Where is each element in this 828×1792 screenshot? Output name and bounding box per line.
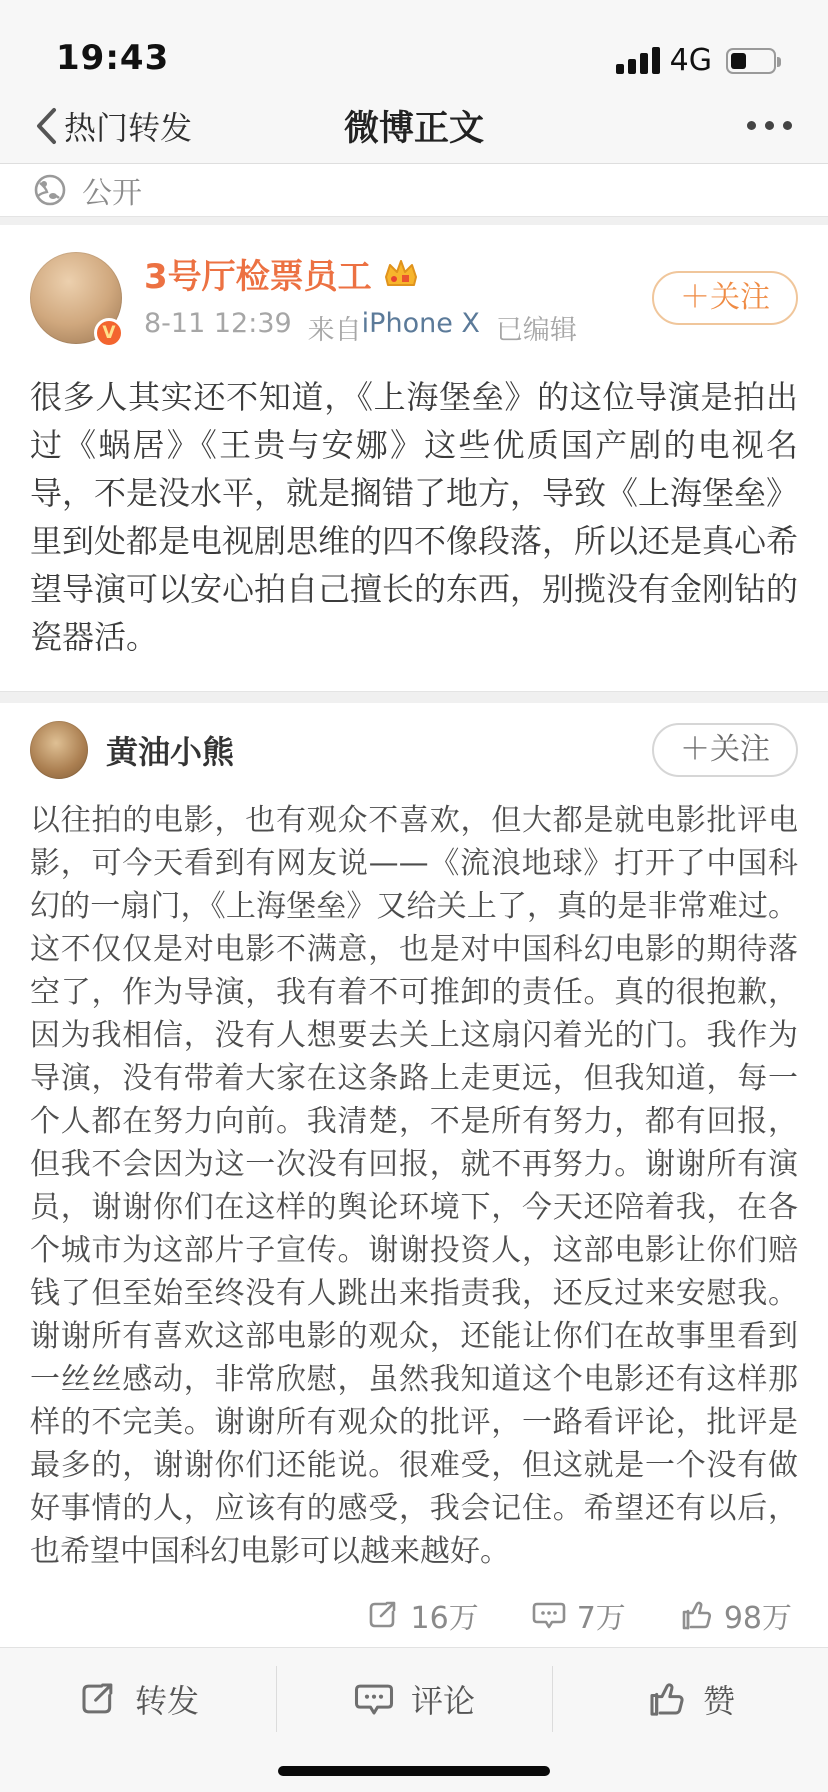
quoted-post-card (0, 703, 828, 1647)
comment-icon (531, 1597, 567, 1633)
back-button[interactable] (34, 103, 192, 149)
quote-divider (0, 691, 828, 703)
follow-quoted-author-button[interactable]: ＋关注 (652, 723, 798, 777)
quoted-author-name[interactable]: 黄油小熊 (106, 733, 235, 771)
clock: 19:43 (56, 38, 170, 78)
repost-count[interactable] (365, 1593, 479, 1637)
like-button[interactable] (552, 1648, 828, 1750)
nav-bar (0, 88, 828, 164)
like-count-label: 98万 (723, 1601, 792, 1636)
visibility-row[interactable] (0, 164, 828, 216)
like-count[interactable] (678, 1593, 792, 1637)
action-bar (0, 1648, 828, 1750)
signal-strength-icon (616, 47, 660, 74)
comment-button[interactable] (276, 1648, 552, 1750)
comment-button-label: 评论 (410, 1682, 475, 1720)
battery-icon (726, 48, 776, 74)
post-card (0, 225, 828, 691)
author-avatar[interactable] (30, 252, 122, 344)
quoted-post-header (30, 703, 798, 785)
author-name[interactable]: 3号厅检票员工 (144, 257, 372, 297)
comment-icon (353, 1678, 395, 1720)
more-options-button[interactable] (745, 111, 794, 140)
home-indicator[interactable] (278, 1766, 550, 1776)
quoted-author-avatar[interactable] (30, 721, 88, 779)
thumbs-up-icon (678, 1597, 714, 1633)
section-divider (0, 216, 828, 225)
comment-count[interactable] (531, 1593, 626, 1637)
thumbs-up-icon (645, 1678, 687, 1720)
post-text: 很多人其实还不知道，《上海堡垒》的这位导演是拍出过《蜗居》《王贵与安娜》这些优质国产剧的电视名导，不是没水平，就是搁错了地方，导致《上海堡垒》里到处都是电视剧思维的四不像段落，所以还是真心希望导演可以安心拍自己擅长的东西，别揽没有金刚钻的瓷器活。 (30, 378, 799, 656)
vip-crown-icon (382, 257, 420, 291)
follow-author-button[interactable]: ＋关注 (652, 271, 798, 325)
verified-badge-icon: V (94, 318, 124, 348)
source-prefix: 来自 (307, 315, 362, 346)
quoted-post-text: 以往拍的电影，也有观众不喜欢，但大都是就电影批评电影，可今天看到有网友说——《流浪地球》打开了中国科幻的一扇门，《上海堡垒》又给关上了，真的是非常难过。这不仅仅是对电影不满意，也是对中国科幻电影的期待落空了，作为导演，我有着不可推卸的责任。真的很抱歉，因为我相信，没有人想要去关上这扇闪着光的门。我作为导演，没有带着大家在这条路上走更远，但我知道，每一个人都在努力向前。我清楚，不是所有努力，都有回报，但我不会因为这一次没有回报，就不再努力。谢谢所有演员，谢谢你们在这样的舆论环境下，今天还陪着我，在各个城市为这部片子宣传。谢谢投资人，这部电影让你们赔钱了但至始至终没有人跳出来指责我，还反过来安慰我。谢谢所有喜欢这部电影的观众，还能让你们在故事里看到一丝丝感动，非常欣慰，虽然我知道这个电影还有这样那样的不完美。谢谢所有观众的批评，一路看评论，批评是最多的，谢谢你们还能说。很难受，但这就是一个没有做好事情的人，应该有的感受，我会记住。希望还有以后，也希望中国科幻电影可以越来越好。 (30, 803, 798, 1569)
status-bar (0, 0, 828, 88)
comment-count-label: 7万 (576, 1601, 626, 1636)
chevron-left-icon (34, 106, 58, 146)
repost-count-label: 16万 (410, 1601, 479, 1636)
post-timestamp: 8-11 12:39 (144, 308, 292, 339)
page-title: 微博正文 (343, 108, 484, 149)
post-header (30, 225, 798, 347)
network-type-label: 4G (669, 43, 712, 78)
visibility-label: 公开 (82, 176, 142, 211)
post-meta (144, 308, 652, 347)
back-label: 热门转发 (64, 108, 193, 147)
repost-icon (77, 1678, 119, 1720)
repost-button-label: 转发 (134, 1682, 199, 1720)
globe-icon (32, 172, 68, 208)
repost-button[interactable] (0, 1648, 276, 1750)
like-button-label: 赞 (702, 1682, 735, 1720)
stats-row (30, 1573, 798, 1647)
repost-icon (365, 1597, 401, 1633)
post-content-area (0, 225, 828, 1647)
source-device-link[interactable]: iPhone X (361, 308, 480, 339)
edited-label: 已编辑 (495, 315, 577, 346)
bottom-action-area (0, 1647, 828, 1792)
